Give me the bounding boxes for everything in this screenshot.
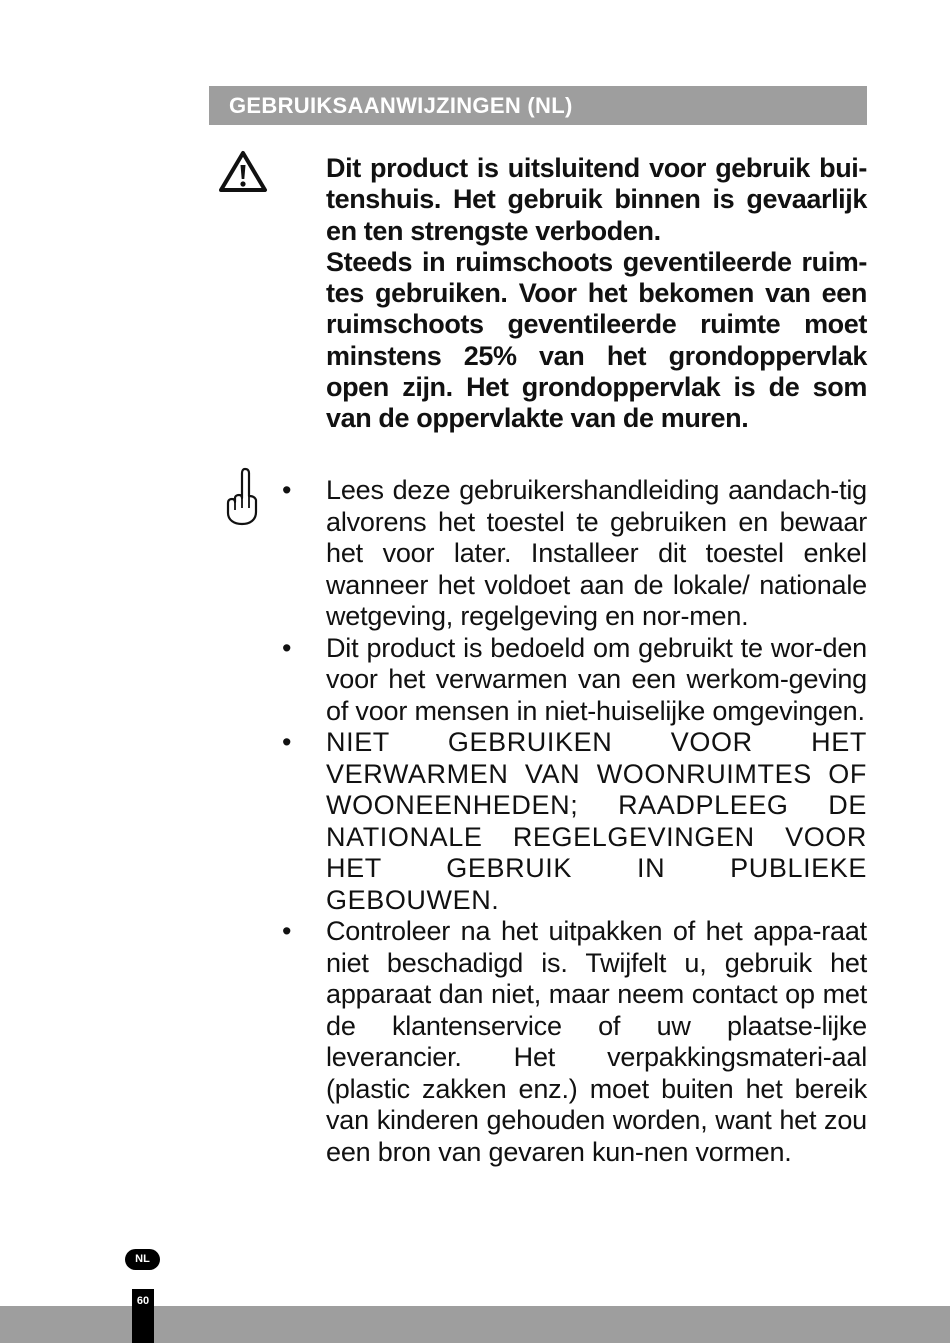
warning-text — [326, 153, 867, 435]
list-item — [282, 727, 867, 916]
bullet: • — [282, 916, 292, 946]
list-item-text: Lees deze gebruikershandleiding aandach-tig alvorens het toestel te gebruiken en bewaar het voor later. Installeer dit toestel enkel wanneer het voldoet aan de lokale/ nationale wetgeving, regelgeving en nor-men. — [326, 475, 867, 631]
warning-paragraph: Dit product is uitsluitend voor gebruik bui-tenshuis. Het gebruik binnen is gevaarlijk en ten strengste verboden. — [326, 153, 867, 246]
language-badge: NL — [125, 1249, 160, 1270]
bullet: • — [282, 475, 292, 505]
pointing-hand-icon — [224, 466, 260, 528]
bullet: • — [282, 632, 292, 663]
list-item — [282, 633, 867, 728]
list-item-text: Dit product is bedoeld om gebruikt te wor-den voor het verwarmen van een werkom-geving of voor mensen in niet-huiselijke omgevingen. — [326, 632, 867, 726]
notes-list — [282, 475, 867, 1168]
warning-triangle-icon — [218, 150, 268, 194]
list-item — [282, 916, 867, 1168]
bullet: • — [282, 727, 292, 757]
ventilation-paragraph: Steeds in ruimschoots geventileerde ruim-tes gebruiken. Voor het bekomen van een ruimschoots geventileerde ruimte moet minstens 25% van het grondoppervlak open zijn. Het grondoppervlak is de som van de oppervlakte van de muren. — [326, 246, 867, 434]
list-item-text: Controleer na het uitpakken of het appa-raat niet beschadigd is. Twijfelt u, gebruik het apparaat dan niet, maar neem contact op met de klantenservice of uw plaatse-lijke leverancier. Het verpakkingsmateri-aal (plastic zakken enz.) moet buiten het bereik van kinderen gehouden worden, want het zou een bron van gevaren kun-nen vormen. — [326, 916, 867, 1167]
section-title: GEBRUIKSAANWIJZINGEN (NL) — [229, 93, 573, 118]
page-number-tab — [132, 1289, 154, 1343]
list-item — [282, 475, 867, 633]
list-item-text: NIET GEBRUIKEN VOOR HET VERWARMEN VAN WOONRUIMTES OF WOONEENHEDEN; RAADPLEEG DE NATIONALE REGELGEVINGEN VOOR HET GEBRUIK IN PUBLIEKE GEBOUWEN. — [326, 727, 867, 915]
section-header — [209, 86, 867, 125]
page-number: 60 — [136, 1295, 150, 1307]
